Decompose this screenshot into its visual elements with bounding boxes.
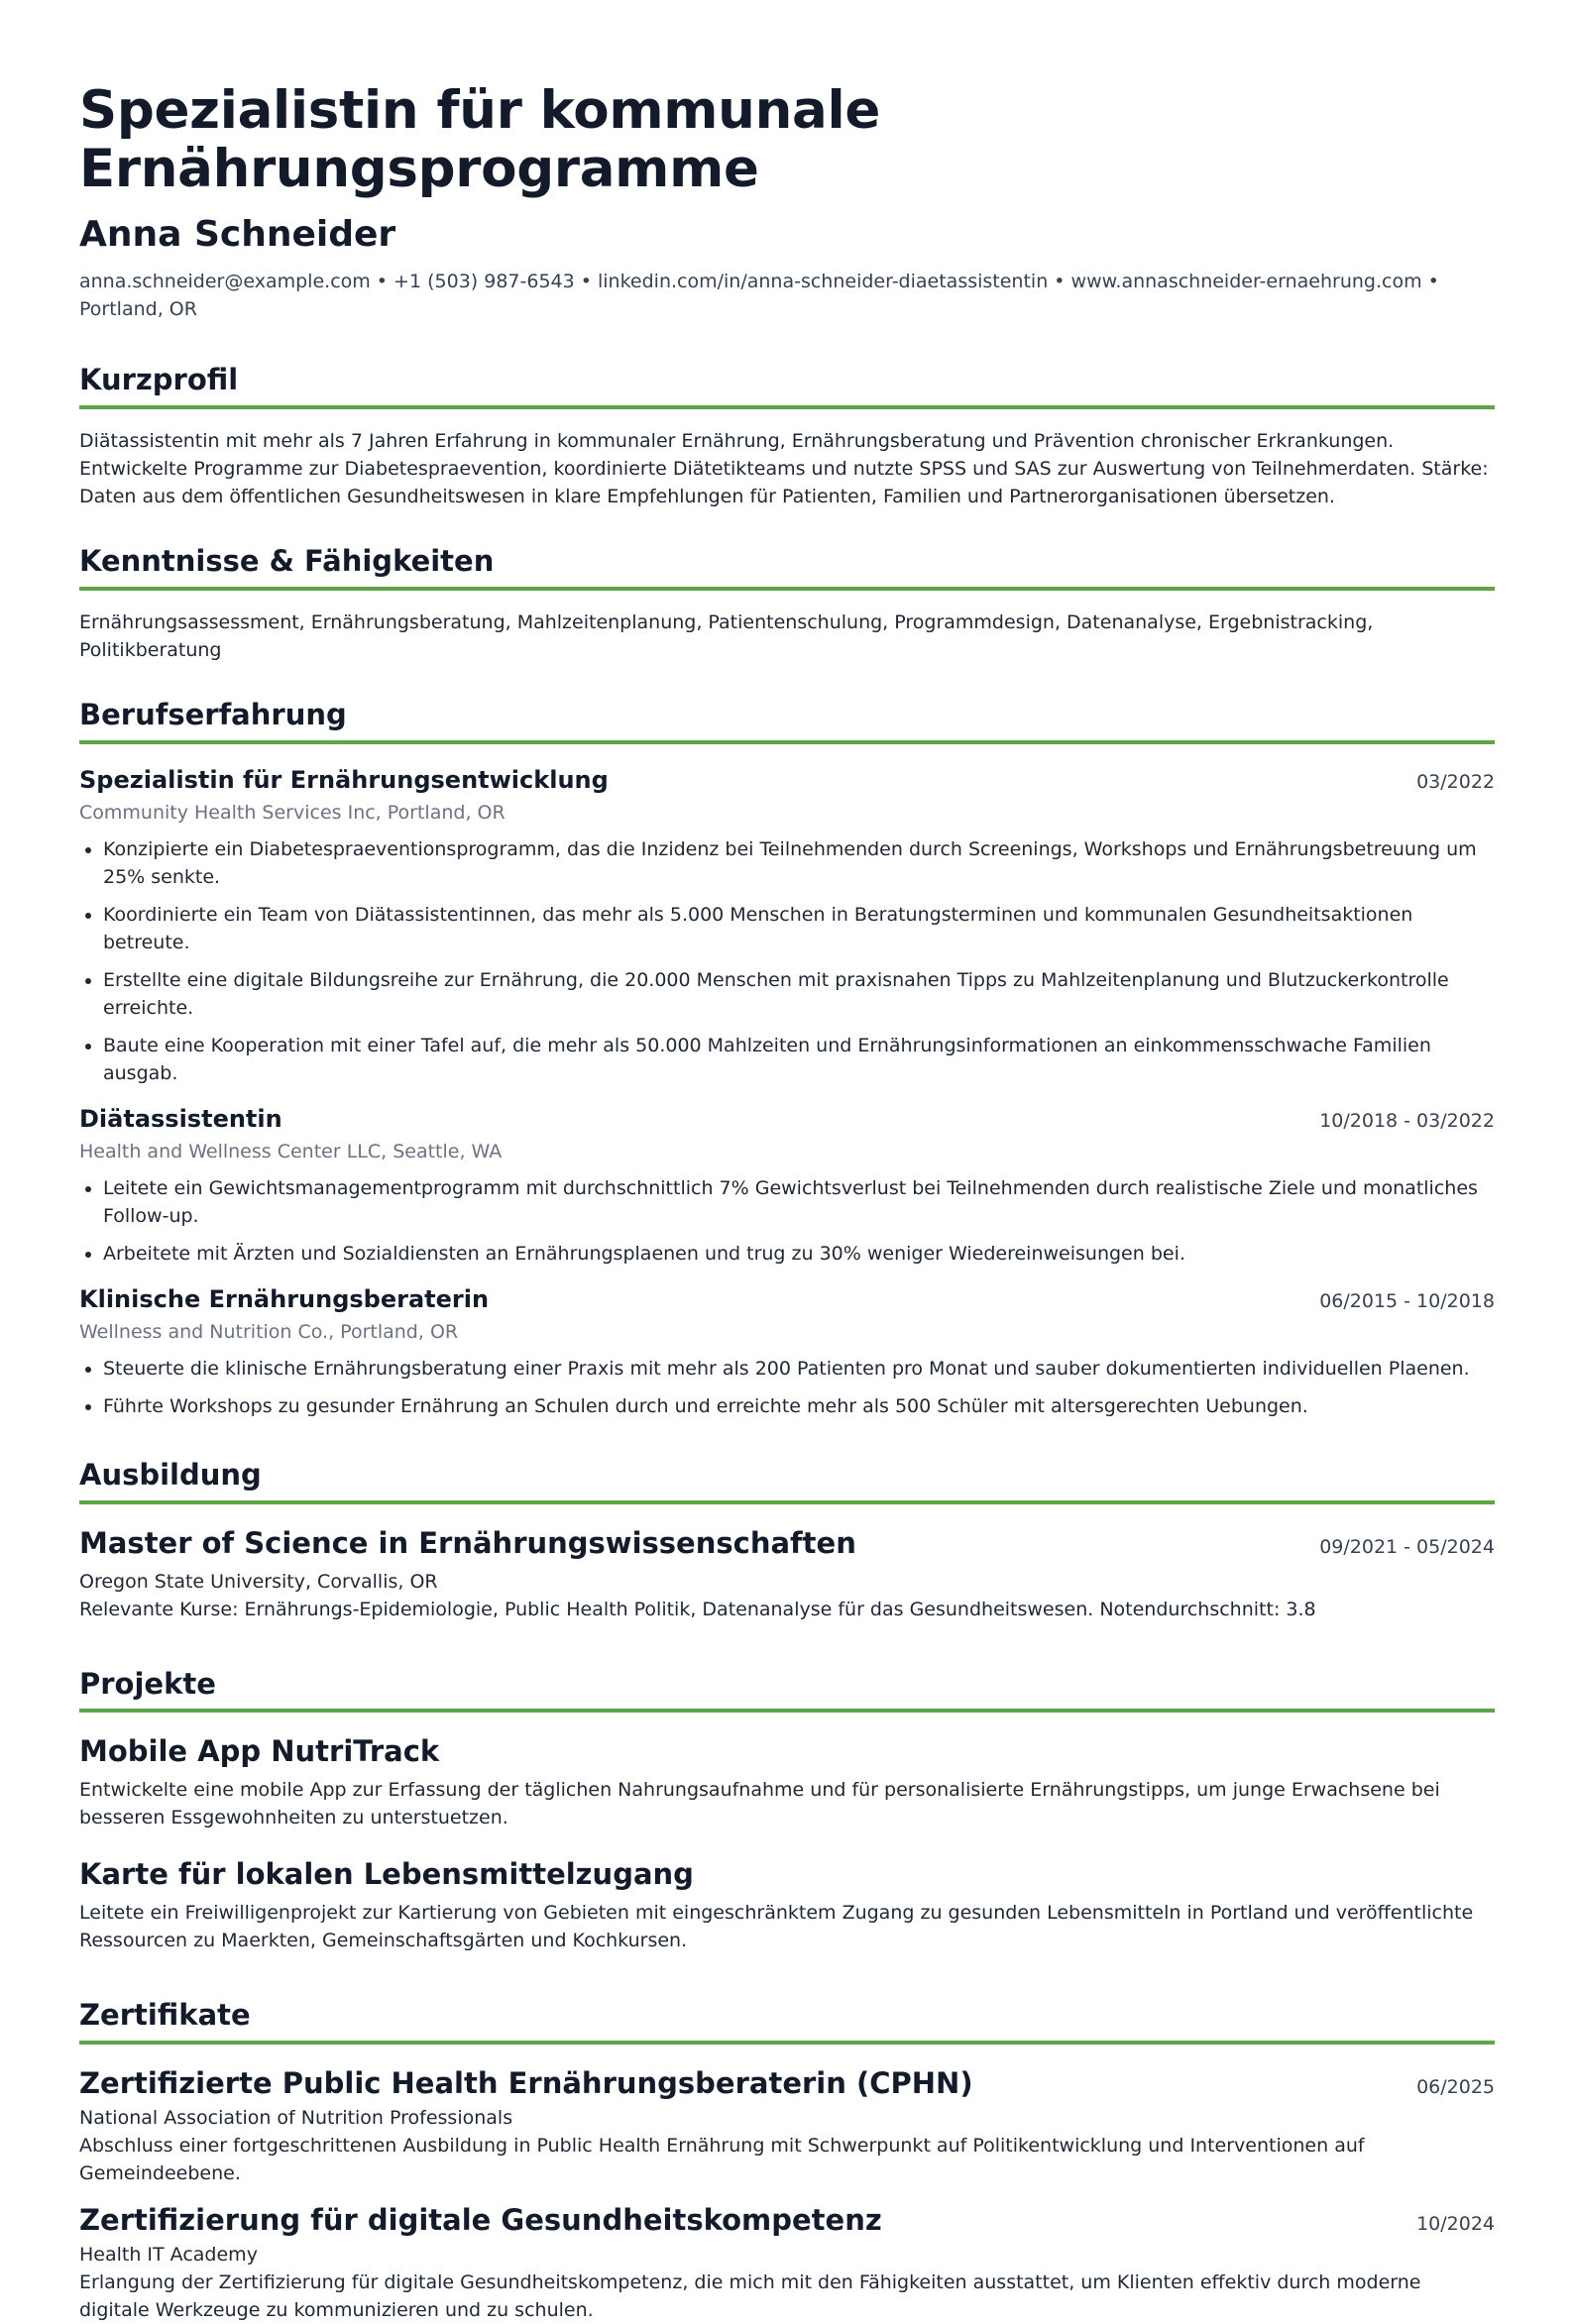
experience-heading: Berufserfahrung bbox=[79, 698, 1495, 744]
job-bullet: • Konzipierte ein Diabetespraeventionsprogramm, das die Inzidenz bei Teilnehmenden durch Screenings, Workshops und Ernährungsbetreuung um 25% senkte. bbox=[103, 835, 1495, 891]
job-date: 10/2018 - 03/2022 bbox=[1319, 1109, 1495, 1132]
candidate-name: Anna Schneider bbox=[79, 213, 396, 255]
job-date: 03/2022 bbox=[1416, 770, 1495, 793]
projects-section bbox=[79, 1667, 1495, 1955]
job-date: 06/2015 - 10/2018 bbox=[1319, 1289, 1495, 1312]
project-title: Karte für lokalen Lebensmittelzugang bbox=[79, 1857, 694, 1892]
summary-heading: Kurzprofil bbox=[79, 363, 1495, 409]
job-title: Spezialistin für Ernährungsentwicklung bbox=[79, 765, 609, 794]
project-description: Entwickelte eine mobile App zur Erfassung der täglichen Nahrungsaufnahme und für personalisierte Ernährungstipps, um junge Erwachsene bei besseren Essgewohnheiten zu unterstuetzen. bbox=[79, 1779, 1440, 1829]
job-bullet: • Arbeitete mit Ärzten und Sozialdiensten an Ernährungsplaenen und trug zu 30% weniger Wiedereinweisungen bei. bbox=[103, 1240, 1495, 1268]
job-company: Community Health Services Inc, Portland, OR bbox=[79, 801, 506, 824]
education-heading: Ausbildung bbox=[79, 1458, 1495, 1504]
certificate-issuer: National Association of Nutrition Professionals bbox=[79, 2107, 513, 2130]
certificate-date: 06/2025 bbox=[1416, 2076, 1495, 2099]
job-bullet: • Baute eine Kooperation mit einer Tafel auf, die mehr als 50.000 Mahlzeiten und Ernährungsinformationen an einkommensschwache Familien ausgab. bbox=[103, 1032, 1495, 1087]
job-title: Diätassistentin bbox=[79, 1104, 282, 1133]
certificate-date: 10/2024 bbox=[1416, 2213, 1495, 2236]
education-entry bbox=[79, 1526, 1495, 1623]
job-entry bbox=[79, 1285, 1495, 1420]
certificate-issuer: Health IT Academy bbox=[79, 2244, 258, 2267]
certificate-description: Abschluss einer fortgeschrittenen Ausbildung in Public Health Ernährung mit Schwerpunkt auf Politikentwicklung und Interventionen auf Gemeindeebene. bbox=[79, 2135, 1365, 2185]
job-entry bbox=[79, 766, 1495, 1087]
job-bullet: • Erstellte eine digitale Bildungsreihe zur Ernährung, die 20.000 Menschen mit praxisnahen Tipps zu Mahlzeitenplanung und Blutzuckerkontrolle erreichte. bbox=[103, 966, 1495, 1022]
resume-title: Spezialistin für kommunale Ernährungsprogramme bbox=[79, 80, 881, 200]
education-date: 09/2021 - 05/2024 bbox=[1319, 1535, 1495, 1558]
certificate-title: Zertifizierung für digitale Gesundheitskompetenz bbox=[79, 2203, 882, 2238]
certificates-heading: Zertifikate bbox=[79, 1998, 1495, 2045]
summary-section bbox=[79, 363, 1495, 510]
certificate-description: Erlangung der Zertifizierung für digitale Gesundheitskompetenz, die mich mit den Fähigkeiten ausstattet, um Klienten effektiv durch moderne digitale Werkzeuge zu kommunizieren und zu schulen. bbox=[79, 2271, 1421, 2322]
summary-text: Diätassistentin mit mehr als 7 Jahren Erfahrung in kommunaler Ernährung, Ernährungsberatung und Prävention chronischer Erkrankungen. Entwickelte Programme zur Diabetespraevention, koordinierte Diätetikteams und nutzte SPSS und SAS zur Auswertung von Teilnehmerdaten. Stärke: Daten aus dem öffentlichen Gesundheitswesen in klare Empfehlungen für Patienten, Familien und Partnerorganisationen übersetzen. bbox=[79, 430, 1489, 508]
certificate-entry bbox=[79, 2203, 1495, 2324]
job-bullets bbox=[79, 1355, 1495, 1420]
job-bullet: • Koordinierte ein Team von Diätassistentinnen, das mehr als 5.000 Menschen in Beratungsterminen und kommunalen Gesundheitsaktionen betreute. bbox=[103, 901, 1495, 956]
job-title: Klinische Ernährungsberaterin bbox=[79, 1284, 490, 1313]
skills-heading: Kenntnisse & Fähigkeiten bbox=[79, 544, 1495, 591]
certificates-section bbox=[79, 1998, 1495, 2324]
education-section bbox=[79, 1458, 1495, 1623]
job-bullet: • Führte Workshops zu gesunder Ernährung an Schulen durch und erreichte mehr als 500 Schüler mit altersgerechten Uebungen. bbox=[103, 1392, 1495, 1420]
school-name: Oregon State University, Corvallis, OR bbox=[79, 1570, 438, 1593]
job-bullet: • Steuerte die klinische Ernährungsberatung einer Praxis mit mehr als 200 Patienten pro Monat und sauber dokumentierten individuellen Plaenen. bbox=[103, 1355, 1495, 1383]
certificate-entry bbox=[79, 2066, 1495, 2187]
education-details: Relevante Kurse: Ernährungs-Epidemiologie, Public Health Politik, Datenanalyse für das Gesundheitswesen. Notendurchschnitt: 3.8 bbox=[79, 1598, 1316, 1620]
skills-section bbox=[79, 544, 1495, 664]
contact-line: anna.schneider@example.com • +1 (503) 987-6543 • linkedin.com/in/anna-schneider-diaetassistentin • www.annaschneider-ernaehrung.com • Portland, OR bbox=[79, 271, 1439, 321]
certificate-title: Zertifizierte Public Health Ernährungsberaterin (CPHN) bbox=[79, 2066, 973, 2101]
projects-heading: Projekte bbox=[79, 1667, 1495, 1714]
job-company: Health and Wellness Center LLC, Seattle, WA bbox=[79, 1140, 503, 1162]
job-bullet: • Leitete ein Gewichtsmanagementprogramm mit durchschnittlich 7% Gewichtsverlust bei Teilnehmenden durch realistische Ziele und monatliches Follow-up. bbox=[103, 1174, 1495, 1230]
experience-section bbox=[79, 698, 1495, 1420]
project-description: Leitete ein Freiwilligenprojekt zur Kartierung von Gebieten mit eingeschränktem Zugang zu gesunden Lebensmitteln in Portland und veröffentlichte Ressourcen zu Maerkten, Gemeinschaftsgärten und Kochkursen. bbox=[79, 1902, 1474, 1952]
job-entry bbox=[79, 1105, 1495, 1268]
degree-title: Master of Science in Ernährungswissenschaften bbox=[79, 1525, 856, 1560]
job-bullets bbox=[79, 1174, 1495, 1268]
project-title: Mobile App NutriTrack bbox=[79, 1734, 440, 1769]
job-company: Wellness and Nutrition Co., Portland, OR bbox=[79, 1320, 459, 1343]
skills-text: Ernährungsassessment, Ernährungsberatung, Mahlzeitenplanung, Patientenschulung, Programmdesign, Datenanalyse, Ergebnistracking, Politikberatung bbox=[79, 610, 1374, 661]
job-bullets bbox=[79, 835, 1495, 1087]
